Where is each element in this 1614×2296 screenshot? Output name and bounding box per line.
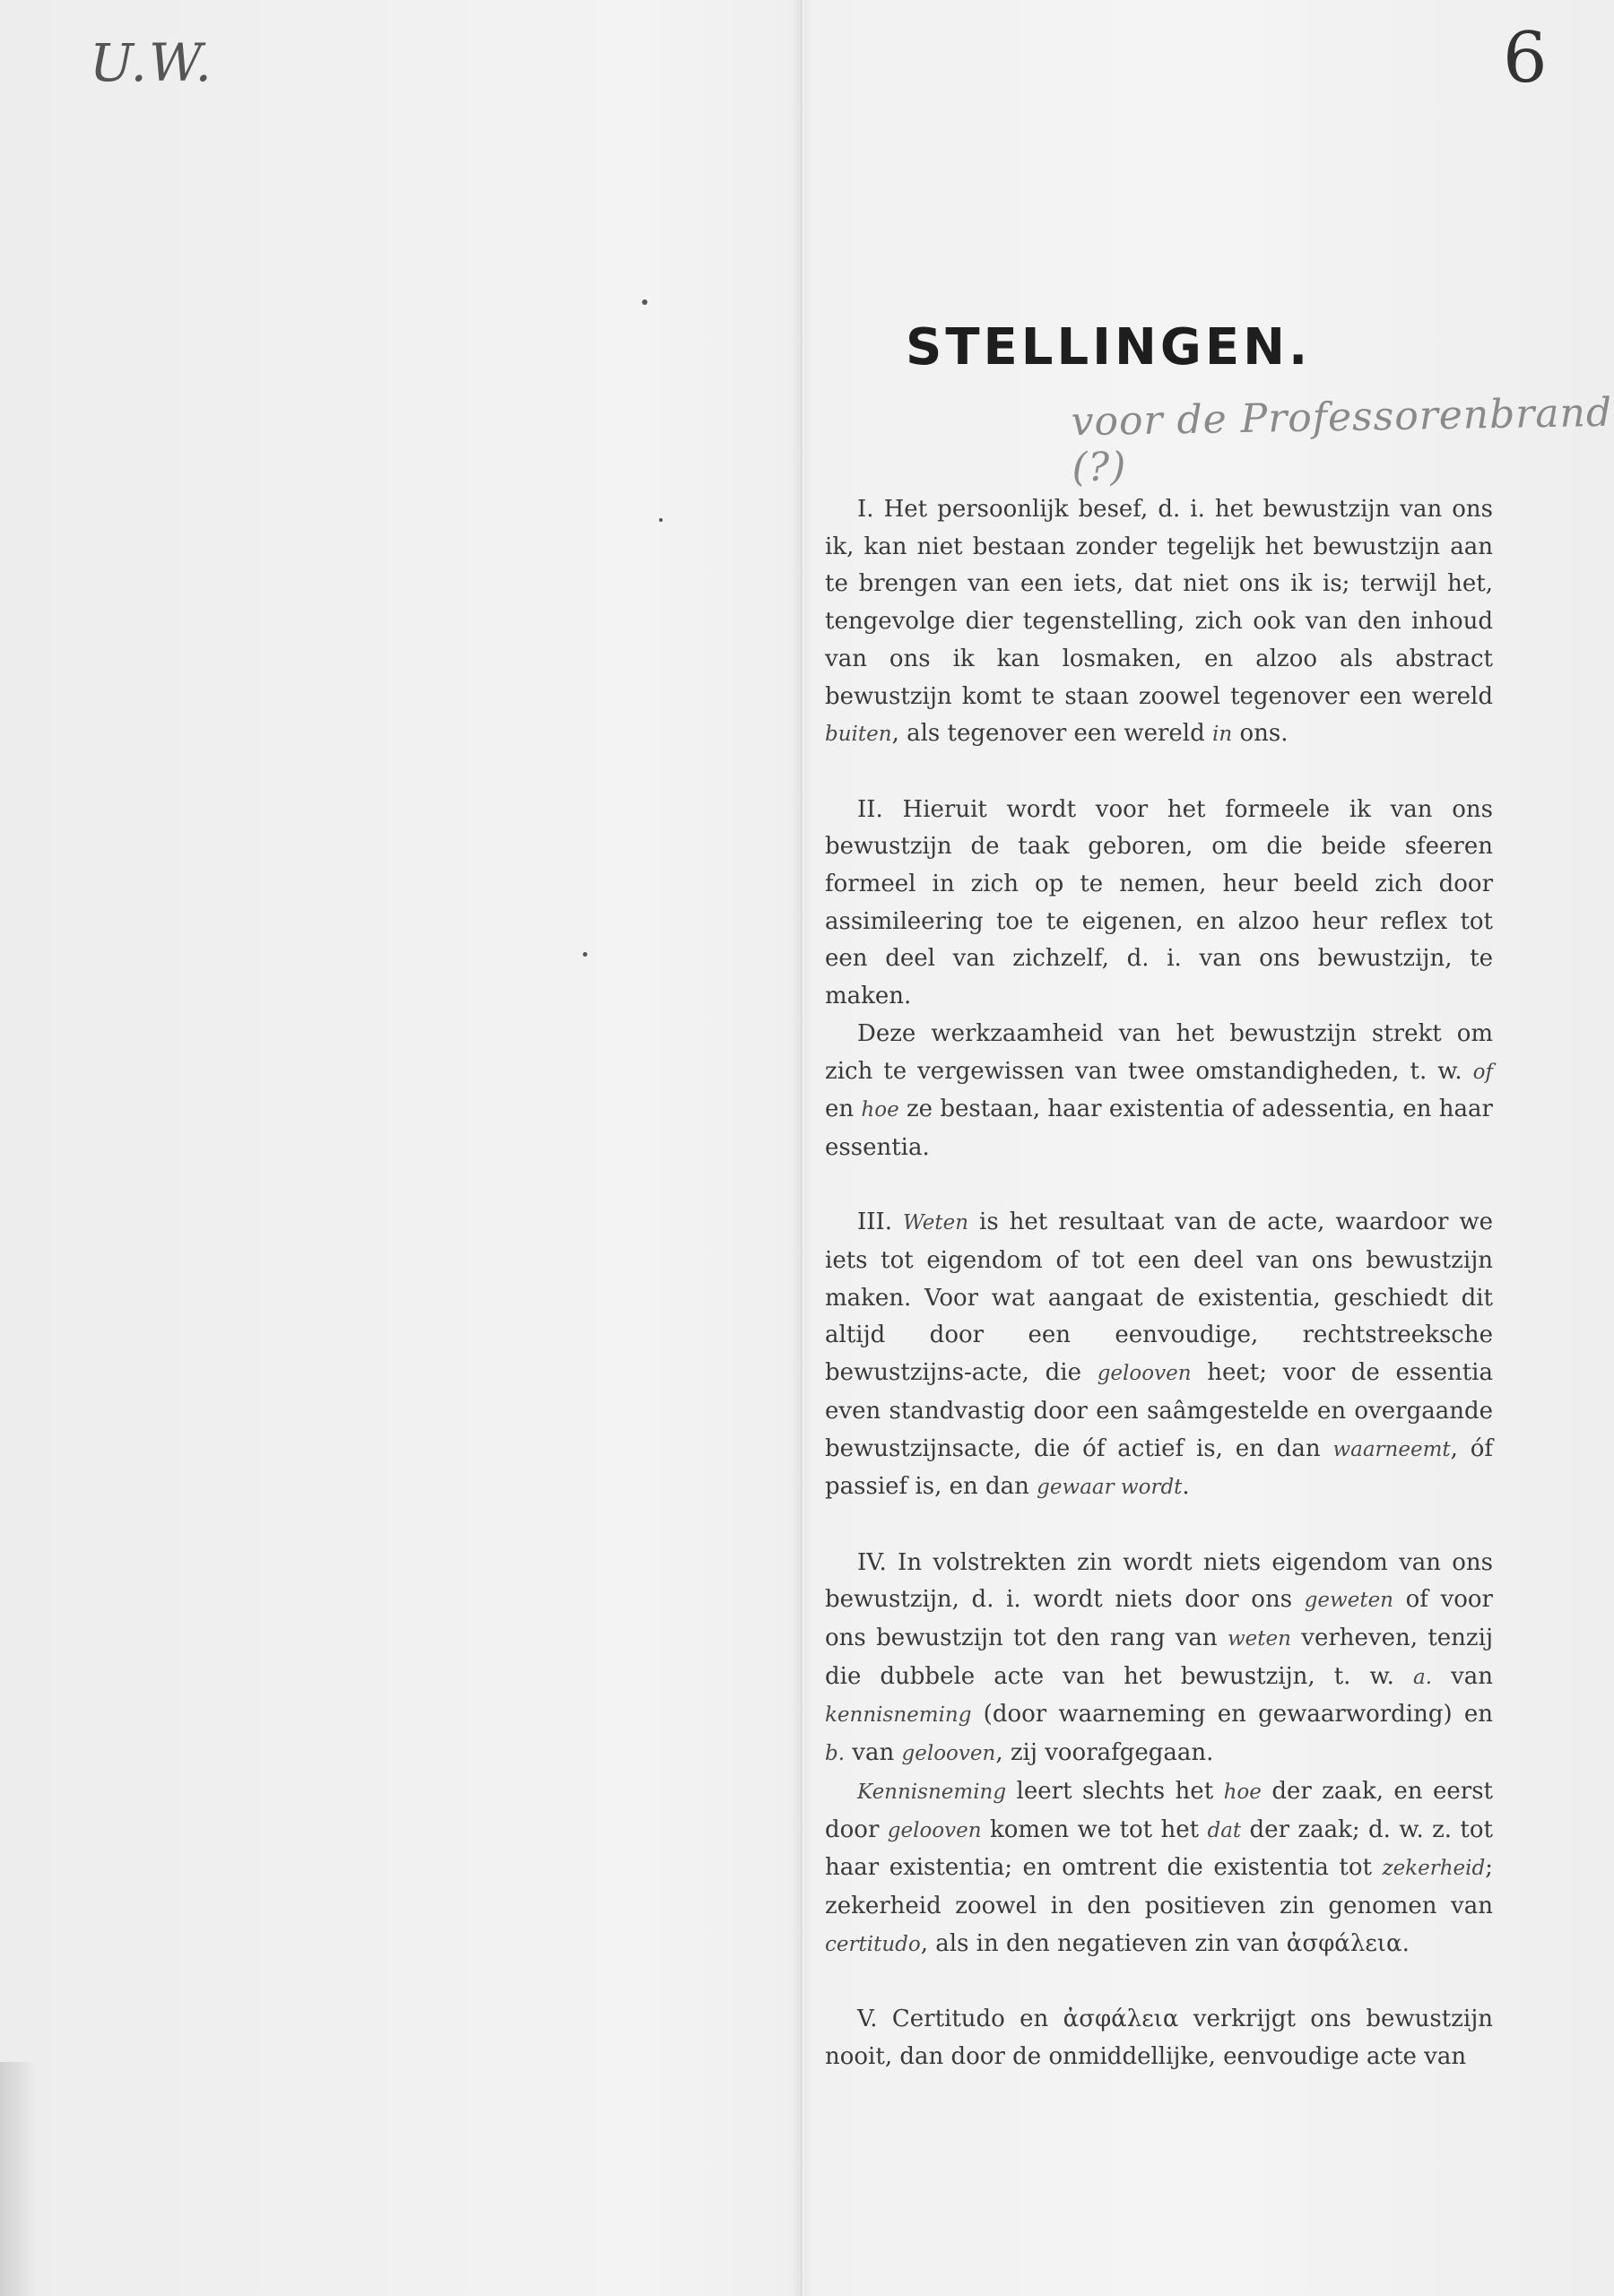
text-run: verkrijgt ons bewustzijn nooit, dan door de onmiddellijke, eenvoudige acte van <box>825 2006 1494 2070</box>
text-run: Deze werkzaamheid van het bewustzijn strekt om zich te vergewissen van twee omstandigheden, t. w. <box>825 1019 1493 1085</box>
text-run: van <box>1432 1662 1493 1690</box>
section-gap <box>825 1167 1493 1205</box>
speck <box>583 952 587 957</box>
speck <box>642 299 647 305</box>
italic-term: zekerheid <box>1382 1857 1486 1881</box>
thesis-paragraph <box>825 792 1493 1016</box>
italic-term: gelooven <box>1097 1362 1192 1386</box>
thesis-paragraph <box>825 1773 1493 1964</box>
italic-term: in <box>1212 723 1233 747</box>
thesis-number: I. <box>857 496 874 523</box>
text-run: der zaak, en eerst door <box>825 1777 1493 1843</box>
thesis-paragraph <box>825 491 1493 754</box>
text-run: van <box>845 1739 902 1767</box>
text-run: ze bestaan, haar existentia of adessentia, en haar essentia. <box>825 1096 1493 1161</box>
handwritten-page-number: 6 <box>1503 18 1548 99</box>
italic-term: waarneemt <box>1332 1437 1451 1461</box>
italic-term: dat <box>1207 1818 1242 1842</box>
section-gap <box>825 1507 1493 1545</box>
text-run: Het persoonlijk besef, d. i. het bewustzijn van ons ik, kan niet bestaan zonder tegelijk het bewustzijn aan te brengen van een iets, dat niet ons ik is; terwijl het, tengevolge dier tegenstelling, zich ook van den inhoud van ons ik kan losmaken, en alzoo als abstract bewustzijn komt te staan zoowel tegenover een wereld <box>825 496 1493 710</box>
page-edge-shadow <box>0 2062 36 2296</box>
text-run: verheven, tenzij die dubbele acte van het bewustzijn, t. w. <box>825 1625 1493 1690</box>
section-gap <box>825 754 1493 792</box>
text-run: Certitudo en <box>891 2006 1063 2033</box>
section-gap <box>825 1963 1493 2001</box>
text-run: In volstrekten zin wordt niets eigendom van ons bewustzijn, d. i. wordt niets door ons <box>825 1548 1494 1614</box>
italic-term: of <box>1472 1060 1493 1084</box>
speck <box>659 518 663 522</box>
italic-term: gewaar wordt <box>1037 1476 1183 1500</box>
text-run: heet; voor de essentia even standvastig door een saâmgestelde en overgaande bewustzijnsacte, die óf actief is, en dan <box>825 1359 1493 1462</box>
text-run: , óf passief is, en dan <box>825 1434 1494 1501</box>
pencil-annotation-under-title: voor de Professorenbrand (?) <box>1071 389 1613 491</box>
thesis-number: IV. <box>857 1548 887 1576</box>
italic-term: hoe <box>1223 1780 1262 1804</box>
text-run: , als tegenover een wereld <box>891 720 1213 748</box>
italic-term: b. <box>825 1742 846 1766</box>
italic-term: buiten <box>825 723 892 747</box>
thesis-number: V. <box>857 2006 878 2033</box>
italic-term: certitudo <box>825 1932 921 1956</box>
text-run: ; zekerheid zoowel in den positieven zin genomen van <box>825 1854 1493 1919</box>
thesis-paragraph <box>825 1016 1493 1167</box>
text-run: , als in den negatieven zin van <box>920 1929 1287 1957</box>
italic-term: geweten <box>1304 1589 1393 1613</box>
text-run: . <box>1401 1929 1410 1957</box>
page-fold <box>801 0 804 2296</box>
thesis-paragraph <box>825 1204 1493 1507</box>
text-run: of voor ons bewustzijn tot den rang van <box>825 1586 1493 1652</box>
thesis-number: III. <box>857 1209 893 1236</box>
thesis-number: II. <box>857 795 883 823</box>
text-run: . <box>1182 1473 1190 1501</box>
text-run: leert slechts het <box>1006 1777 1224 1805</box>
text-run: der zaak; d. w. z. tot haar existentia; en omtrent die existentia tot <box>825 1815 1493 1882</box>
thesis-paragraph <box>825 2001 1493 2075</box>
italic-term: hoe <box>861 1098 899 1122</box>
handwritten-annotation-top-left: U.W. <box>90 32 213 93</box>
italic-term: gelooven <box>887 1818 982 1842</box>
italic-term: Weten <box>903 1211 969 1235</box>
text-run: komen we tot het <box>981 1815 1208 1843</box>
text-run: (door waarneming en gewaarwording) en <box>971 1701 1493 1728</box>
thesis-paragraph <box>825 1545 1493 1773</box>
theses-body <box>825 491 1493 2075</box>
text-run: is het resultaat van de acte, waardoor we iets tot eigendom of tot een deel van ons bewustzijn maken. Voor wat aangaat de existentia, geschiedt dit altijd door een eenvoudige, rechtstreeksche bewustzijns-acte, die <box>825 1209 1493 1387</box>
italic-term: gelooven <box>901 1742 996 1766</box>
text-run: , zij voorafgegaan. <box>995 1739 1214 1767</box>
text-run: en <box>825 1096 862 1123</box>
text-run: Hieruit wordt voor het formeele ik van ons bewustzijn de taak geboren, om die beide sfeeren formeel in zich op te nemen, heur beeld zich door assimileering toe te eigenen, en alzoo heur reflex tot een deel van zichzelf, d. i. van ons bewustzijn, te maken. <box>825 795 1493 1010</box>
text-run: ons. <box>1232 720 1289 748</box>
italic-term: Kennisneming <box>857 1780 1007 1804</box>
italic-term: weten <box>1227 1627 1291 1651</box>
italic-term: a. <box>1412 1665 1433 1689</box>
document-title: STELLINGEN. <box>906 318 1312 377</box>
greek-term: ἀσφάλεια <box>1286 1929 1402 1957</box>
greek-term: ἀσφάλεια <box>1063 2006 1179 2033</box>
italic-term: kennisneming <box>825 1703 972 1728</box>
